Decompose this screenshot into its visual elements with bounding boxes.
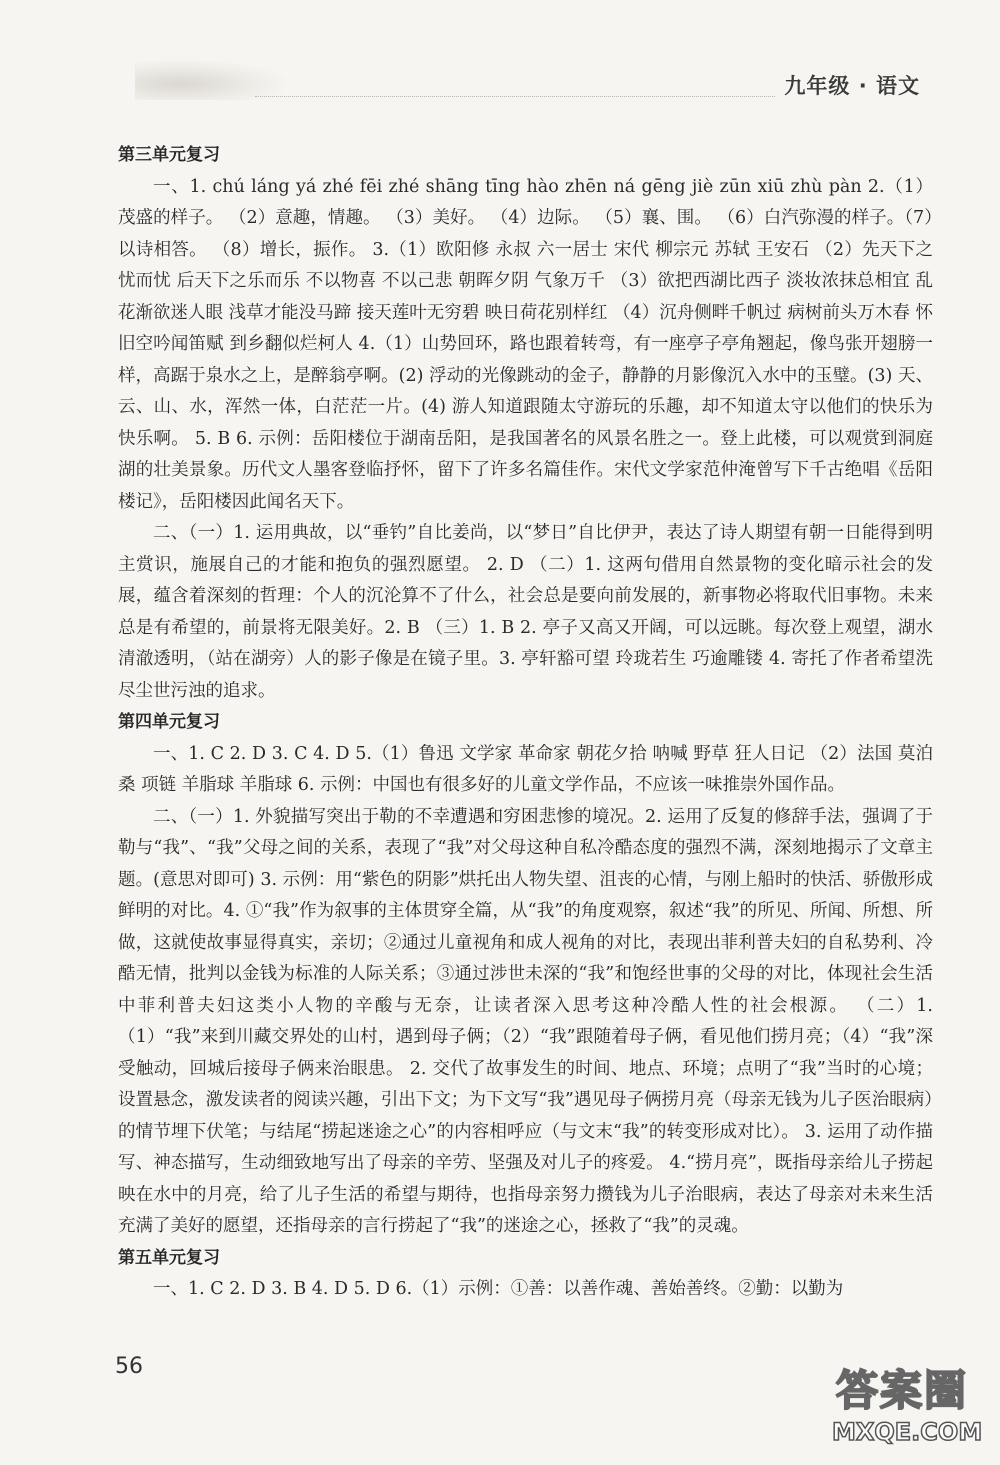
section-title-unit4: 第四单元复习 <box>118 712 220 732</box>
unit4-part2-answers: 二、（一）1. 外貌描写突出于勒的不幸遭遇和穷困悲惨的境况。2. 运用了反复的修辞手法，强调了于勒与“我”、“我”父母之间的关系，表现了“我”对父母这种自私冷酷态度的强烈不满，深刻地揭示了文章主题。(意思对即可) 3. 示例：用“紫色的阴影”烘托出人物失望、沮丧的心情，与刚上船时的快活、骄傲形成鲜明的对比。4. ①“我”作为叙事的主体贯穿全篇，从“我”的角度观察，叙述“我”的所见、所闻、所想、所做，这就使故事显得真实，亲切；②通过儿童视角和成人视角的对比，表现出菲利普夫妇的自私势利、冷酷无情，批判以金钱为标准的人际关系；③通过涉世未深的“我”和饱经世事的父母的对比，体现社会生活中菲利普夫妇这类小人物的辛酸与无奈，让读者深入思考这种冷酷人性的社会根源。 （二）1.（1）“我”来到川藏交界处的山村，遇到母子俩；（2）“我”跟随着母子俩，看见他们捞月亮；（4）“我”深受触动，回城后接母子俩来治眼患。 2. 交代了故事发生的时间、地点、环境；点明了“我”当时的心境；设置悬念，激发读者的阅读兴趣，引出下文；为下文写“我”遇见母子俩捞月亮（母亲无钱为儿子医治眼病）的情节埋下伏笔；与结尾“捞起迷途之心”的内容相呼应（与文末“我”的转变形成对比）。 3. 运用了动作描写、神态描写，生动细致地写出了母亲的辛劳、坚强及对儿子的疼爱。 4.“捞月亮”，既指母亲给儿子捞起映在水中的月亮，给了儿子生活的希望与期待，也指母亲努力攒钱为儿子治眼病，表达了母亲对未来生活充满了美好的愿望，还指母亲的言行捞起了“我”的迷途之心，拯救了“我”的灵魂。 <box>118 806 933 1236</box>
page-header-title: 九年级 · 语文 <box>784 74 920 98</box>
unit4-part1-answers: 一、1. C 2. D 3. C 4. D 5.（1）鲁迅 文学家 革命家 朝花夕拾 呐喊 野草 狂人日记 （2）法国 莫泊桑 项链 羊脂球 羊脂球 6. 示例：中国也有很多好的儿童文学作品，不应该一味推崇外国作品。 <box>118 743 933 795</box>
page-number: 56 <box>115 1354 143 1379</box>
page-content <box>118 140 933 1306</box>
watermark-domain-text: MXQE.COM <box>832 1418 983 1446</box>
header-decoration <box>135 60 285 100</box>
unit5-part1-answers: 一、1. C 2. D 3. B 4. D 5. D 6.（1）示例：①善：以善作魂、善始善终。②勤：以勤为 <box>153 1279 844 1299</box>
unit3-part2-answers: 二、（一）1. 运用典故，以“垂钓”自比姜尚，以“梦日”自比伊尹，表达了诗人期望有朝一日能得到明主赏识，施展自己的才能和抱负的强烈愿望。 2. D （二）1. 这两句借用自然景物的变化暗示社会的发展，蕴含着深刻的哲理：个人的沉沦算不了什么，社会总是要向前发展的，新事物必将取代旧事物。未来总是有希望的，前景将无限美好。2. B （三）1. B 2. 亭子又高又开阔，可以远眺。每次登上观望，湖水清澈透明，（站在湖旁）人的影子像是在镜子里。3. 亭轩豁可望 玲珑若生 巧逾雕镂 4. 寄托了作者希望洗尽尘世污浊的追求。 <box>118 523 933 701</box>
section-title-unit3: 第三单元复习 <box>118 145 220 165</box>
header-divider <box>255 96 775 97</box>
section-title-unit5: 第五单元复习 <box>118 1247 220 1268</box>
watermark-logo-text: 答案圈 <box>835 1366 968 1415</box>
watermark-logo <box>832 1365 983 1455</box>
unit3-part1-answers: 一、1. chú láng yá zhé fēi zhé shāng tīng hào zhēn ná gēng jiè zūn xiū zhù pàn 2.（1）茂盛的样子。 （2）意趣，情趣。 （3）美好。 （4）边际。 （5）襄、围。 （6）白汽弥漫的样子。（7）以诗相答。 （8）增长，振作。 3.（1）欧阳修 永叔 六一居士 宋代 柳宗元 苏轼 王安石 （2）先天下之忧而忧 后天下之乐而乐 不以物喜 不以己悲 朝晖夕阴 气象万千 （3）欲把西湖比西子 淡妆浓抹总相宜 乱花渐欲迷人眼 浅草才能没马蹄 接天莲叶无穷碧 映日荷花别样红 （4）沉舟侧畔千帆过 病树前头万木春 怀旧空吟闻笛赋 到乡翻似烂柯人 4.（1）山势回环，路也跟着转弯，有一座亭子亭角翘起，像鸟张开翅膀一样，高踞于泉水之上，是醉翁亭啊。(2) 浮动的光像跳动的金子，静静的月影像沉入水中的玉璧。(3) 天、云、山、水，浑然一体，白茫茫一片。(4) 游人知道跟随太守游玩的乐趣，却不知道太守以他们的快乐为快乐啊。 5. B 6. 示例：岳阳楼位于湖南岳阳，是我国著名的风景名胜之一。登上此楼，可以观赏到洞庭湖的壮美景象。历代文人墨客登临抒怀，留下了许多名篇佳作。宋代文学家范仲淹曾写下千古绝唱《岳阳楼记》，岳阳楼因此闻名天下。 <box>118 176 933 512</box>
